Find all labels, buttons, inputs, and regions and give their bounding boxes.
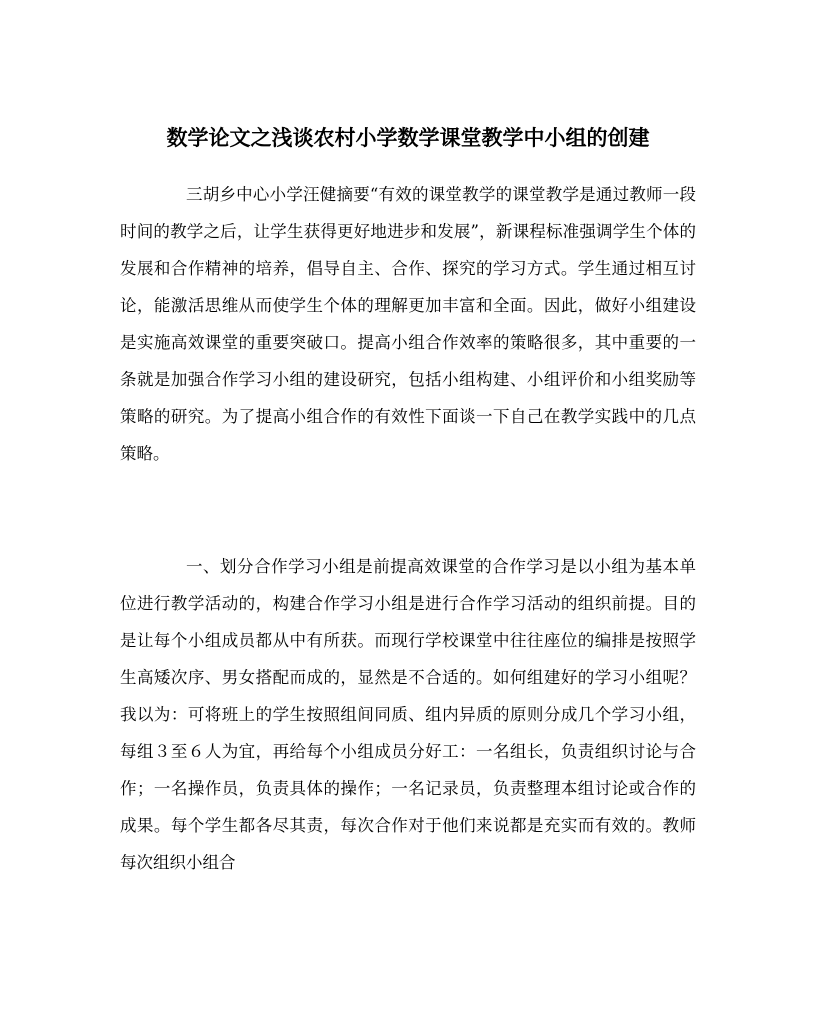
paragraph-abstract: 三胡乡中心小学汪健摘要“有效的课堂教学的课堂教学是通过教师一段时间的教学之后，让学生获得更好地进步和发展”，新课程标准强调学生个体的发展和合作精神的培养，倡导自主、合作、探究的学习方式。学生通过相互讨论，能激活思维从而使学生个体的理解更加丰富和全面。因此，做好小组建设是实施高效课堂的重要突破口。提高小组合作效率的策略很多，其中重要的一条就是加强合作学习小组的建设研究，包括小组构建、小组评价和小组奖励等策略的研究。为了提高小组合作的有效性下面谈一下自己在教学实践中的几点策略。 (120, 185, 696, 463)
document-title: 数学论文之浅谈农村小学数学课堂教学中小组的创建 (166, 125, 650, 151)
paragraph-section-one: 一、划分合作学习小组是前提高效课堂的合作学习是以小组为基本单位进行教学活动的，构建合作学习小组是进行合作学习活动的组织前提。目的是让每个小组成员都从中有所获。而现行学校课堂中往往座位的编排是按照学生高矮次序、男女搭配而成的，显然是不合适的。如何组建好的学习小组呢？我以为：可将班上的学生按照组间同质、组内异质的原则分成几个学习小组，每组３至６人为宜，再给每个小组成员分好工：一名组长，负责组织讨论与合作；一名操作员，负责具体的操作；一名记录员，负责整理本组讨论或合作的成果。每个学生都各尽其责，每次合作对于他们来说都是充实而有效的。教师每次组织小组合 (120, 557, 696, 872)
